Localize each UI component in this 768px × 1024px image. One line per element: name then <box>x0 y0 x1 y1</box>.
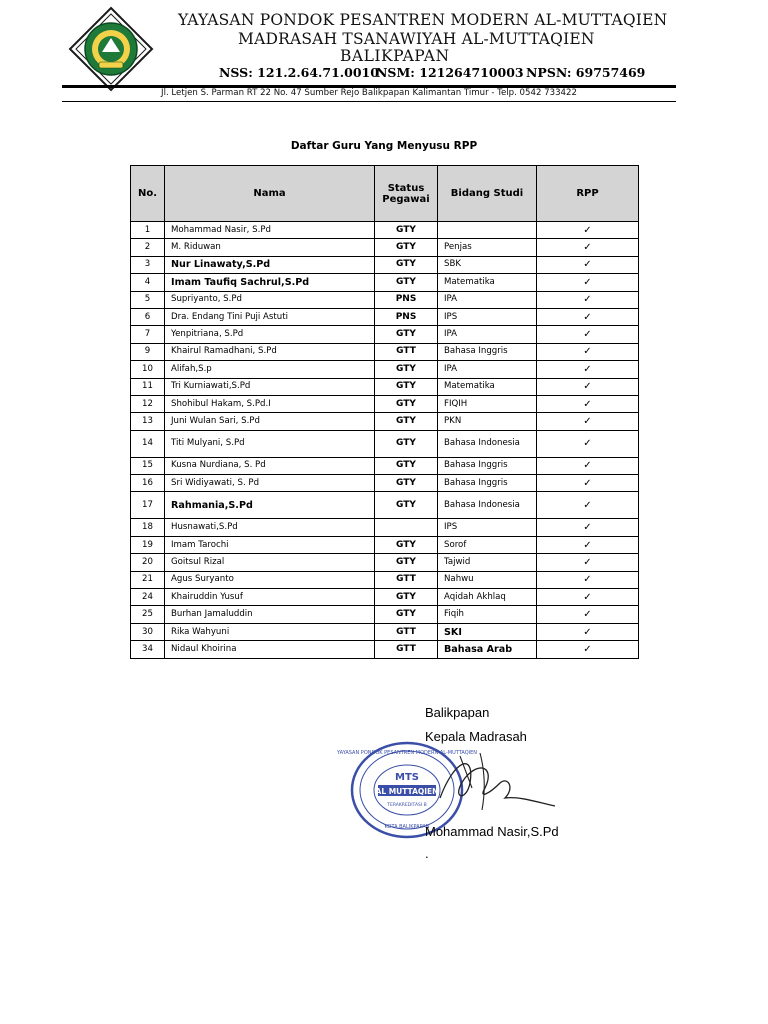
table-row <box>131 361 639 378</box>
table-row <box>131 395 639 412</box>
subject: Matematika <box>438 274 537 291</box>
stamp-small-text: TERAKREDITASI B <box>387 803 427 808</box>
row-number: 6 <box>131 308 165 325</box>
rpp-check: ✓ <box>537 519 639 536</box>
table-row <box>131 274 639 291</box>
row-number: 20 <box>131 554 165 571</box>
header-nama: Nama <box>165 166 375 222</box>
subject: Sorof <box>438 536 537 553</box>
employment-status: GTT <box>375 623 438 640</box>
rpp-check: ✓ <box>537 606 639 623</box>
employment-status: GTT <box>375 343 438 360</box>
row-number: 3 <box>131 256 165 273</box>
row-number: 17 <box>131 492 165 519</box>
table-row <box>131 589 639 606</box>
signature-position: Kepala Madrasah <box>425 729 527 744</box>
employment-status: GTY <box>375 430 438 457</box>
teacher-name: Kusna Nurdiana, S. Pd <box>165 457 375 474</box>
teacher-name: Khairul Ramadhani, S.Pd <box>165 343 375 360</box>
teacher-name: Rika Wahyuni <box>165 623 375 640</box>
row-number: 19 <box>131 536 165 553</box>
teacher-name: Imam Taufiq Sachrul,S.Pd <box>165 274 375 291</box>
teacher-name: Nidaul Khoirina <box>165 641 375 658</box>
teacher-name: Nur Linawaty,S.Pd <box>165 256 375 273</box>
rpp-check: ✓ <box>537 554 639 571</box>
subject: IPA <box>438 326 537 343</box>
table-row <box>131 308 639 325</box>
rpp-check: ✓ <box>537 291 639 308</box>
address-rule <box>62 101 676 102</box>
table-row <box>131 606 639 623</box>
subject: Bahasa Arab <box>438 641 537 658</box>
stamp-center-text: AL MUTTAQIEN <box>375 787 439 796</box>
row-number: 4 <box>131 274 165 291</box>
table-row <box>131 256 639 273</box>
row-number: 16 <box>131 475 165 492</box>
header-rpp: RPP <box>537 166 639 222</box>
signer-name: Mohammad Nasir,S.Pd <box>425 824 559 839</box>
employment-status: GTT <box>375 571 438 588</box>
teacher-name: Dra. Endang Tini Puji Astuti <box>165 308 375 325</box>
subject: Fiqih <box>438 606 537 623</box>
row-number: 12 <box>131 395 165 412</box>
table-row <box>131 430 639 457</box>
nsm-code: NSM: 121264710003 <box>376 65 524 80</box>
table-row <box>131 378 639 395</box>
rpp-check: ✓ <box>537 343 639 360</box>
row-number: 21 <box>131 571 165 588</box>
rpp-check: ✓ <box>537 475 639 492</box>
subject: Aqidah Akhlaq <box>438 589 537 606</box>
handwritten-signature <box>420 748 560 818</box>
teacher-name: Supriyanto, S.Pd <box>165 291 375 308</box>
stamp-bottom-text: KOTA BALIKPAPAN <box>384 824 430 830</box>
header-no: No. <box>131 166 165 222</box>
teacher-name: Khairuddin Yusuf <box>165 589 375 606</box>
rpp-check: ✓ <box>537 623 639 640</box>
row-number: 2 <box>131 239 165 256</box>
teacher-name: Husnawati,S.Pd <box>165 519 375 536</box>
signature-city: Balikpapan <box>425 705 490 720</box>
subject: Bahasa Indonesia <box>438 492 537 519</box>
row-number: 14 <box>131 430 165 457</box>
employment-status <box>375 519 438 536</box>
subject: PKN <box>438 413 537 430</box>
stamp-mts-text: MTS <box>395 772 419 783</box>
teacher-name: Alifah,S.p <box>165 361 375 378</box>
table-header-row <box>131 166 639 222</box>
subject: Tajwid <box>438 554 537 571</box>
subject: IPA <box>438 291 537 308</box>
employment-status: GTY <box>375 256 438 273</box>
row-number: 5 <box>131 291 165 308</box>
teacher-name: Agus Suryanto <box>165 571 375 588</box>
row-number: 30 <box>131 623 165 640</box>
table-row <box>131 623 639 640</box>
rpp-check: ✓ <box>537 256 639 273</box>
subject: IPS <box>438 308 537 325</box>
rpp-check: ✓ <box>537 430 639 457</box>
row-number: 18 <box>131 519 165 536</box>
school-name: MADRASAH TSANAWIYAH AL-MUTTAQIEN <box>238 30 595 48</box>
employment-status: GTY <box>375 606 438 623</box>
employment-status: GTY <box>375 492 438 519</box>
row-number: 1 <box>131 222 165 239</box>
teacher-name: Mohammad Nasir, S.Pd <box>165 222 375 239</box>
subject: Penjas <box>438 239 537 256</box>
nss-code: NSS: 121.2.64.71.0010 <box>219 65 379 80</box>
rpp-check: ✓ <box>537 308 639 325</box>
rpp-check: ✓ <box>537 589 639 606</box>
rpp-check: ✓ <box>537 413 639 430</box>
header-status-line2: Pegawai <box>382 193 430 205</box>
subject <box>438 222 537 239</box>
subject: SBK <box>438 256 537 273</box>
rpp-check: ✓ <box>537 457 639 474</box>
employment-status: GTY <box>375 378 438 395</box>
rpp-check: ✓ <box>537 536 639 553</box>
teacher-name: Goitsul Rizal <box>165 554 375 571</box>
table-row <box>131 326 639 343</box>
header-bidang: Bidang Studi <box>438 166 537 222</box>
employment-status: GTY <box>375 554 438 571</box>
header-status <box>375 166 438 222</box>
subject: Matematika <box>438 378 537 395</box>
rpp-check: ✓ <box>537 378 639 395</box>
teacher-name: Juni Wulan Sari, S.Pd <box>165 413 375 430</box>
row-number: 34 <box>131 641 165 658</box>
table-row <box>131 457 639 474</box>
teacher-name: Yenpitriana, S.Pd <box>165 326 375 343</box>
school-city: BALIKPAPAN <box>340 47 450 65</box>
employment-status: GTY <box>375 361 438 378</box>
rpp-check: ✓ <box>537 222 639 239</box>
employment-status: GTY <box>375 326 438 343</box>
table-row <box>131 343 639 360</box>
employment-status: GTY <box>375 395 438 412</box>
row-number: 11 <box>131 378 165 395</box>
teacher-table <box>130 165 639 659</box>
trailing-dot: . <box>425 846 429 861</box>
row-number: 15 <box>131 457 165 474</box>
subject: FIQIH <box>438 395 537 412</box>
employment-status: GTY <box>375 274 438 291</box>
row-number: 24 <box>131 589 165 606</box>
subject: IPS <box>438 519 537 536</box>
employment-status: GTY <box>375 239 438 256</box>
school-emblem-icon <box>68 6 154 92</box>
table-row <box>131 554 639 571</box>
table-row <box>131 239 639 256</box>
subject: IPA <box>438 361 537 378</box>
table-row <box>131 475 639 492</box>
teacher-name: Sri Widiyawati, S. Pd <box>165 475 375 492</box>
row-number: 25 <box>131 606 165 623</box>
npsn-code: NPSN: 69757469 <box>526 65 646 80</box>
subject: Bahasa Inggris <box>438 343 537 360</box>
table-row <box>131 571 639 588</box>
document-title: Daftar Guru Yang Menyusu RPP <box>290 140 478 152</box>
table-row <box>131 291 639 308</box>
employment-status: GTY <box>375 589 438 606</box>
subject: Bahasa Inggris <box>438 475 537 492</box>
employment-status: GTT <box>375 641 438 658</box>
row-number: 7 <box>131 326 165 343</box>
row-number: 10 <box>131 361 165 378</box>
teacher-name: Shohibul Hakam, S.Pd.I <box>165 395 375 412</box>
table-row <box>131 641 639 658</box>
employment-status: GTY <box>375 536 438 553</box>
employment-status: GTY <box>375 475 438 492</box>
teacher-name: M. Riduwan <box>165 239 375 256</box>
rpp-check: ✓ <box>537 571 639 588</box>
rpp-check: ✓ <box>537 274 639 291</box>
rpp-check: ✓ <box>537 239 639 256</box>
teacher-name: Tri Kurniawati,S.Pd <box>165 378 375 395</box>
employment-status: GTY <box>375 457 438 474</box>
teacher-name: Rahmania,S.Pd <box>165 492 375 519</box>
row-number: 9 <box>131 343 165 360</box>
employment-status: GTY <box>375 413 438 430</box>
stamp-outer-text: YAYASAN PONDOK PESANTREN MODERN AL-MUTTAQIEN <box>337 750 477 756</box>
teacher-name: Burhan Jamaluddin <box>165 606 375 623</box>
rpp-check: ✓ <box>537 641 639 658</box>
subject: SKI <box>438 623 537 640</box>
employment-status: GTY <box>375 222 438 239</box>
subject: Bahasa Indonesia <box>438 430 537 457</box>
subject: Nahwu <box>438 571 537 588</box>
teacher-name: Imam Tarochi <box>165 536 375 553</box>
table-row <box>131 413 639 430</box>
row-number: 13 <box>131 413 165 430</box>
employment-status: PNS <box>375 291 438 308</box>
school-address: Jl. Letjen S. Parman RT 22 No. 47 Sumber Rejo Balikpapan Kalimantan Timur - Telp. 0542 733422 <box>161 88 577 98</box>
table-row <box>131 492 639 519</box>
table-row <box>131 222 639 239</box>
foundation-name: YAYASAN PONDOK PESANTREN MODERN AL-MUTTAQIEN <box>178 11 668 29</box>
table-row <box>131 519 639 536</box>
teacher-name: Titi Mulyani, S.Pd <box>165 430 375 457</box>
table-row <box>131 536 639 553</box>
employment-status: PNS <box>375 308 438 325</box>
rpp-check: ✓ <box>537 492 639 519</box>
subject: Bahasa Inggris <box>438 457 537 474</box>
rpp-check: ✓ <box>537 361 639 378</box>
rpp-check: ✓ <box>537 326 639 343</box>
rpp-check: ✓ <box>537 395 639 412</box>
header-status-line1: Status <box>387 182 425 194</box>
